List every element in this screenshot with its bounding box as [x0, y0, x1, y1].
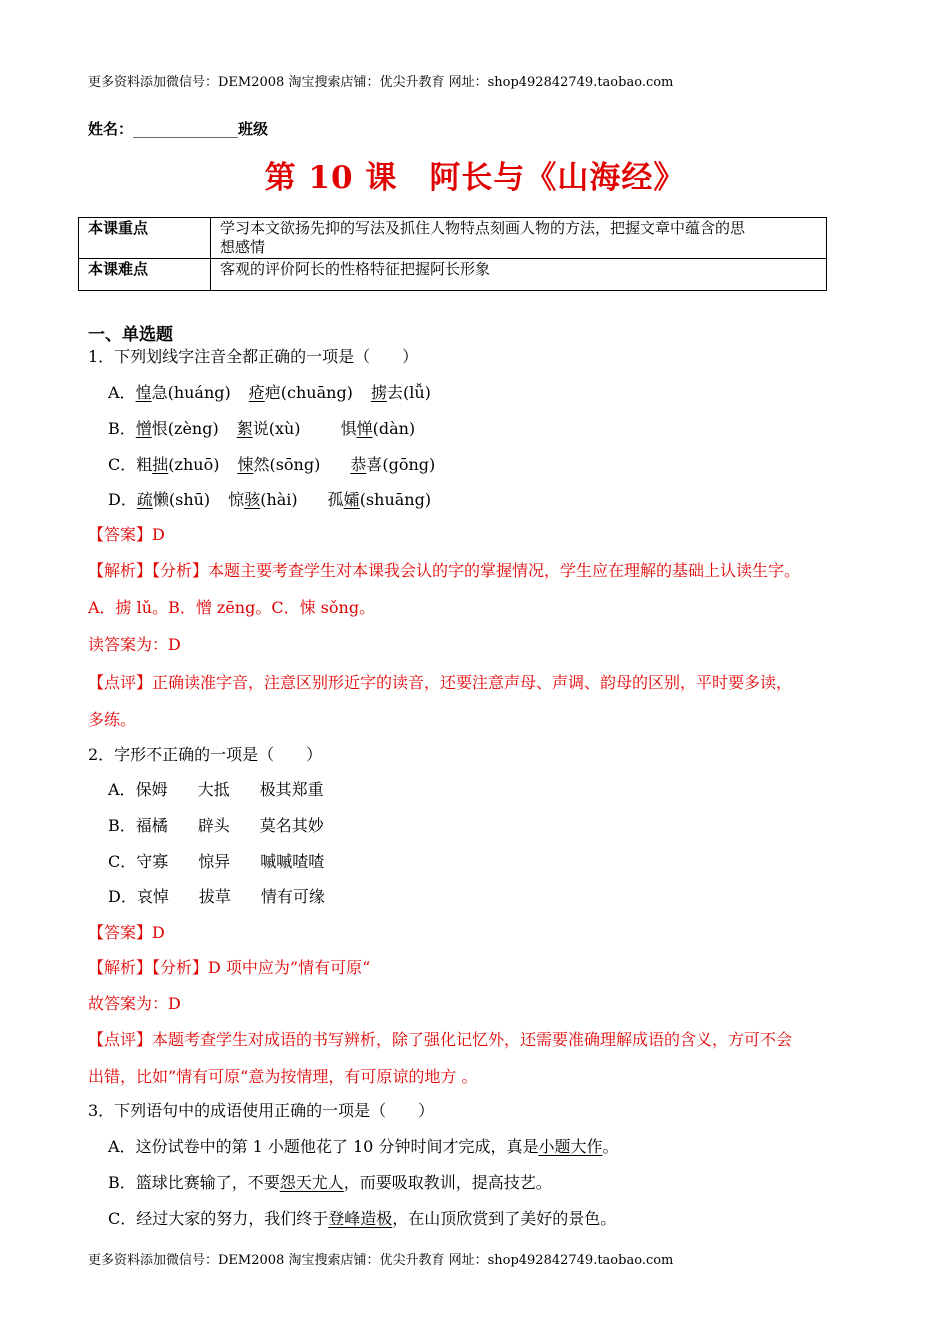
- q2-comment: 【点评】本题考查学生对成语的书写辨析，除了强化记忆外，还需要准确理解成语的含义，方可不会: [88, 1030, 793, 1049]
- q2-answer: 【答案】D: [88, 923, 165, 942]
- q2-comment-cont: 出错，比如”情有可原“意为按情理，有可原谅的地方 。: [88, 1067, 478, 1086]
- q1-option-c: C．粗拙(zhuō) 悚然(sōng) 恭喜(gōng): [108, 455, 436, 474]
- q2-option-b: B．福橘 辟头 莫名其妙: [108, 816, 324, 835]
- table-row: [79, 259, 827, 291]
- q1-final-answer: 读答案为：D: [88, 635, 181, 654]
- q1-answer: 【答案】D: [88, 525, 165, 544]
- page-title: 第 10 课 阿长与《山海经》: [264, 160, 686, 196]
- table-row: [79, 218, 827, 259]
- q1-analysis-detail: A．掳 lǔ。B．憎 zēng。C．悚 sǒng。: [88, 598, 376, 617]
- q2-option-c: C．守寡 惊异 嘁嘁喳喳: [108, 852, 325, 871]
- focus-value: 学习本文欲扬先抑的写法及抓住人物特点刻画人物的方法，把握文章中蕴含的思 想感情: [211, 218, 827, 259]
- q1-comment-cont: 多练。: [88, 710, 137, 729]
- page-footer: 更多资料添加微信号：DEM2008 淘宝搜索店铺：优尖升教育 网址：shop492842749.taobao.com: [88, 1253, 674, 1268]
- section-heading: 一、单选题: [88, 325, 173, 345]
- q2-final-answer: 故答案为：D: [88, 994, 181, 1013]
- q1-stem: 1．下列划线字注音全都正确的一项是（ ）: [88, 347, 419, 366]
- q1-option-b: B．憎恨(zèng) 絮说(xù) 惧惮(dàn): [108, 419, 416, 438]
- q1-option-d: D．疏懒(shū) 惊骇(hài) 孤孀(shuāng): [108, 490, 432, 509]
- q3-option-b: B．篮球比赛输了，不要怨天尤人，而要吸取教训，提高技艺。: [108, 1173, 552, 1192]
- difficulty-value: 客观的评价阿长的性格特征把握阿长形象: [211, 259, 827, 291]
- q2-option-d: D．哀悼 拔草 情有可缘: [108, 887, 325, 906]
- q3-option-c: C．经过大家的努力，我们终于登峰造极，在山顶欣赏到了美好的景色。: [108, 1209, 617, 1228]
- q2-analysis: 【解析】【分析】D 项中应为”情有可原“: [88, 958, 371, 977]
- q1-analysis: 【解析】【分析】本题主要考查学生对本课我会认的字的掌握情况，学生应在理解的基础上认读生字。: [88, 561, 801, 580]
- q2-option-a: A．保姆 大抵 极其郑重: [108, 780, 324, 799]
- student-name-line: 姓名：______________班级: [88, 120, 269, 138]
- focus-key: 本课重点: [79, 218, 211, 259]
- q1-comment: 【点评】正确读准字音，注意区别形近字的读音，还要注意声母、声调、韵母的区别，平时要多读，: [88, 673, 793, 692]
- q3-option-a: A．这份试卷中的第 1 小题他花了 10 分钟时间才完成，真是小题大作。: [108, 1137, 619, 1156]
- q2-stem: 2．字形不正确的一项是（ ）: [88, 745, 323, 764]
- q1-option-a: A．惶急(huáng) 疮疤(chuāng) 掳去(lǚ): [108, 383, 431, 402]
- page-header: 更多资料添加微信号：DEM2008 淘宝搜索店铺：优尖升教育 网址：shop492842749.taobao.com: [88, 75, 674, 90]
- difficulty-key: 本课难点: [79, 259, 211, 291]
- lesson-focus-table: [78, 217, 827, 291]
- q3-stem: 3．下列语句中的成语使用正确的一项是（ ）: [88, 1101, 435, 1120]
